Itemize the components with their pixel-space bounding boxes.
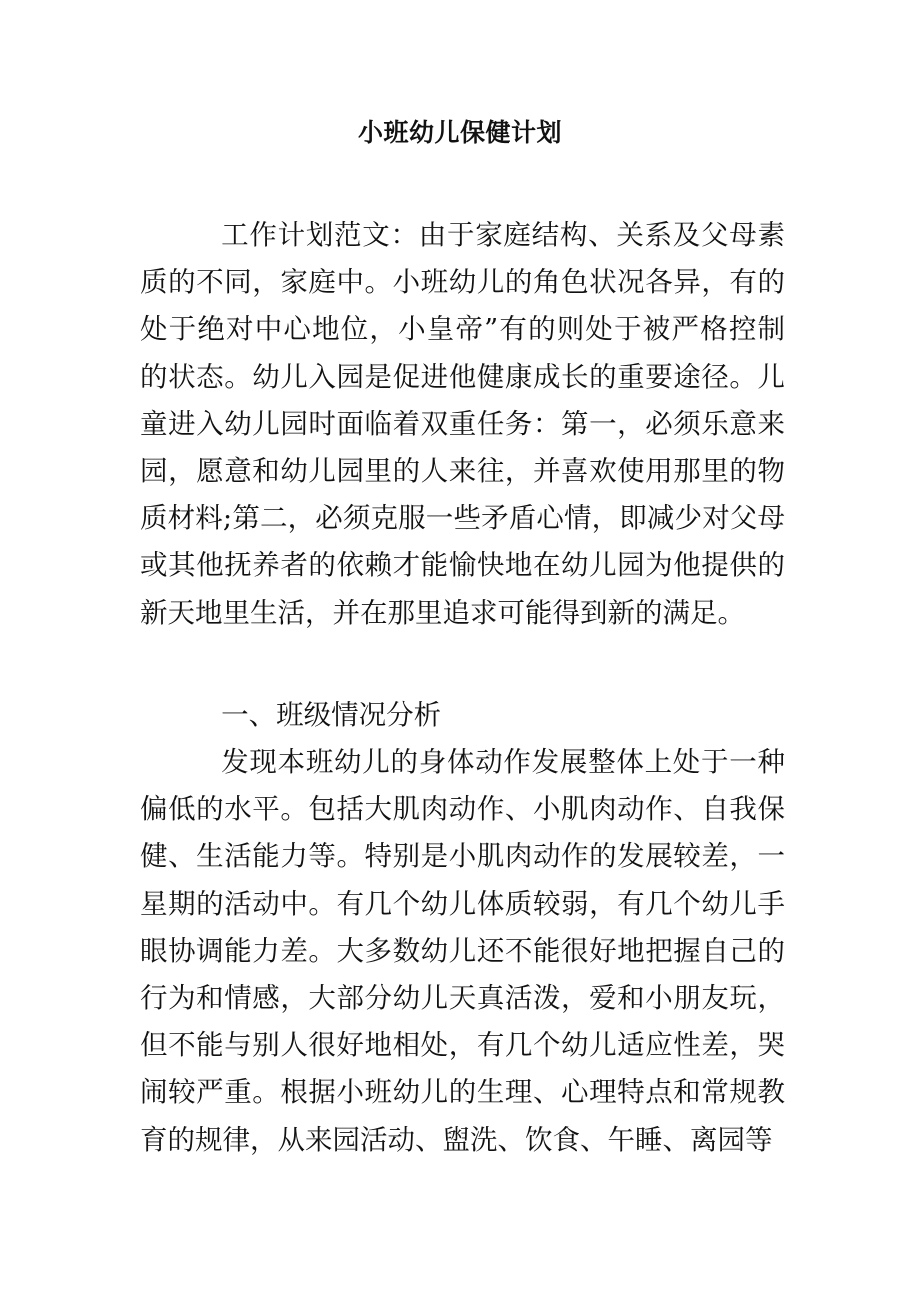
section-1-body xyxy=(140,739,785,1164)
section-1-header xyxy=(140,692,785,739)
intro-paragraph: 工作计划范文：由于家庭结构、关系及父母素质的不同，家庭中。小班幼儿的角色状况各异，有的处于绝对中心地位，小皇帝”有的则处于被严格控制的状态。幼儿入园是促进他健康成长的重要途径。儿童进入幼儿园时面临着双重任务：第一，必须乐意来园，愿意和幼儿园里的人来往，并喜欢使用那里的物质材料;第二，必须克服一些矛盾心情，即减少对父母或其他抚养者的依赖才能愉快地在幼儿园为他提供的新天地里生活，并在那里追求可能得到新的满足。 xyxy=(140,219,785,629)
document-title: 小班幼儿保健计划 xyxy=(357,118,562,147)
section-1-paragraph: 发现本班幼儿的身体动作发展整体上处于一种偏低的水平。包括大肌肉动作、小肌肉动作、自我保健、生活能力等。特别是小肌肉动作的发展较差，一星期的活动中。有几个幼儿体质较弱，有几个幼儿手眼协调能力差。大多数幼儿还不能很好地把握自己的行为和情感，大部分幼儿天真活泼，爱和小朋友玩，但不能与别人很好地相处，有几个幼儿适应性差，哭闹较严重。根据小班幼儿的生理、心理特点和常规教育的规律，从来园活动、盥洗、饮食、午睡、离园等 xyxy=(140,746,785,1156)
section-1-heading: 一、班级情况分析 xyxy=(221,699,442,731)
intro-section xyxy=(140,212,785,637)
